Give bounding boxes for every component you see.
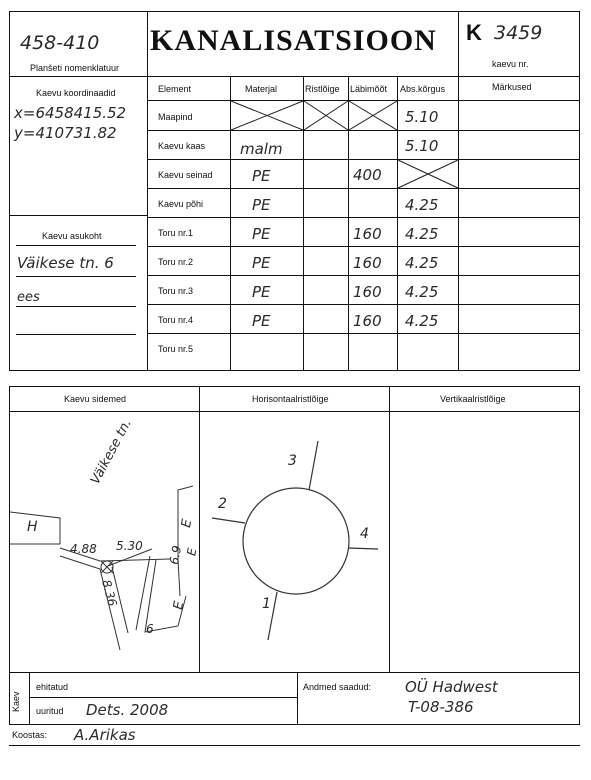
material-cell: PE [252,167,271,185]
diameter-cell: 160 [353,312,382,330]
height-cell: 4.25 [405,196,439,214]
well-prefix: K [466,20,482,45]
location-line1: Väikese tn. 6 [17,254,114,272]
material-cell: malm [240,140,283,158]
col-header-element: Element [158,84,192,94]
material-cell: PE [252,312,271,330]
well-label: kaevu nr. [492,59,529,69]
distance-5: 6 [146,622,154,636]
table-row: Kaevu põhi [158,199,204,209]
pipe-1-label: 1 [262,596,271,612]
location-label: Kaevu asukoht [42,231,102,241]
col-header-cross: Ristlõige [305,84,340,94]
table-row: Kaevu kaas [158,141,206,151]
material-cell: PE [252,225,271,243]
side-label: Kaev [11,691,21,712]
section-ties: Kaevu sidemed [64,394,127,404]
measured-value: Dets. 2008 [86,701,169,719]
col-header-diameter: Läbimõõt [350,84,388,94]
section-vertical: Vertikaalristlõige [440,394,506,404]
diameter-cell: 160 [353,254,382,272]
table-row: Toru nr.5 [158,344,194,354]
diameter-cell: 160 [353,225,382,243]
nomenclature-value: 458-410 [20,32,100,54]
table-row: Toru nr.4 [158,315,194,325]
table-row: Toru nr.3 [158,286,194,296]
diameter-cell: 160 [353,283,382,301]
location-line2: ees [17,290,40,305]
distance-1: 4.88 [70,542,97,556]
building-e2: E [171,600,188,611]
distance-4: 8.36 [99,578,120,608]
author-value: A.Arikas [74,726,136,744]
house-label: H [27,519,38,535]
street-label: Väikese tn. [88,416,135,488]
col-header-notes: Märkused [492,82,532,92]
pipe-2-label: 2 [218,496,227,512]
built-label: ehitatud [36,682,69,692]
distance-2: 5.30 [116,539,143,553]
col-header-material: Materjal [245,84,278,94]
author-label: Koostas: [12,730,48,740]
building-e3: E [184,547,200,557]
pipe-3-label: 3 [288,453,297,469]
coord-x: x=6458415.52 [14,104,127,122]
nomenclature-label: Planšeti nomenklatuur [30,63,120,73]
height-cell: 4.25 [405,225,439,243]
source-label: Andmed saadud: [303,682,372,692]
pipe-4-label: 4 [360,526,369,542]
measured-label: uuritud [36,706,64,716]
height-cell: 4.25 [405,283,439,301]
coord-y: y=410731.82 [14,124,117,142]
section-horizontal: Horisontaalristlõige [252,394,329,404]
material-cell: PE [252,196,271,214]
table-row: Maapind [158,112,193,122]
height-cell: 4.25 [405,312,439,330]
building-e1: E [179,518,196,529]
table-row: Toru nr.1 [158,228,194,238]
height-cell: 5.10 [405,108,439,126]
coords-label: Kaevu koordinaadid [36,88,116,98]
table-row: Kaevu seinad [158,170,213,180]
material-cell: PE [252,254,271,272]
page-title: KANALISATSIOON [150,24,437,57]
diameter-cell: 400 [353,166,382,184]
well-number: 3459 [494,22,543,44]
height-cell: 5.10 [405,137,439,155]
table-row: Toru nr.2 [158,257,194,267]
col-header-height: Abs.kõrgus [400,84,446,94]
source-value-2: T-08-386 [408,698,474,716]
source-value-1: OÜ Hadwest [405,678,498,696]
height-cell: 4.25 [405,254,439,272]
distance-3: 6.9 [166,544,185,566]
material-cell: PE [252,283,271,301]
